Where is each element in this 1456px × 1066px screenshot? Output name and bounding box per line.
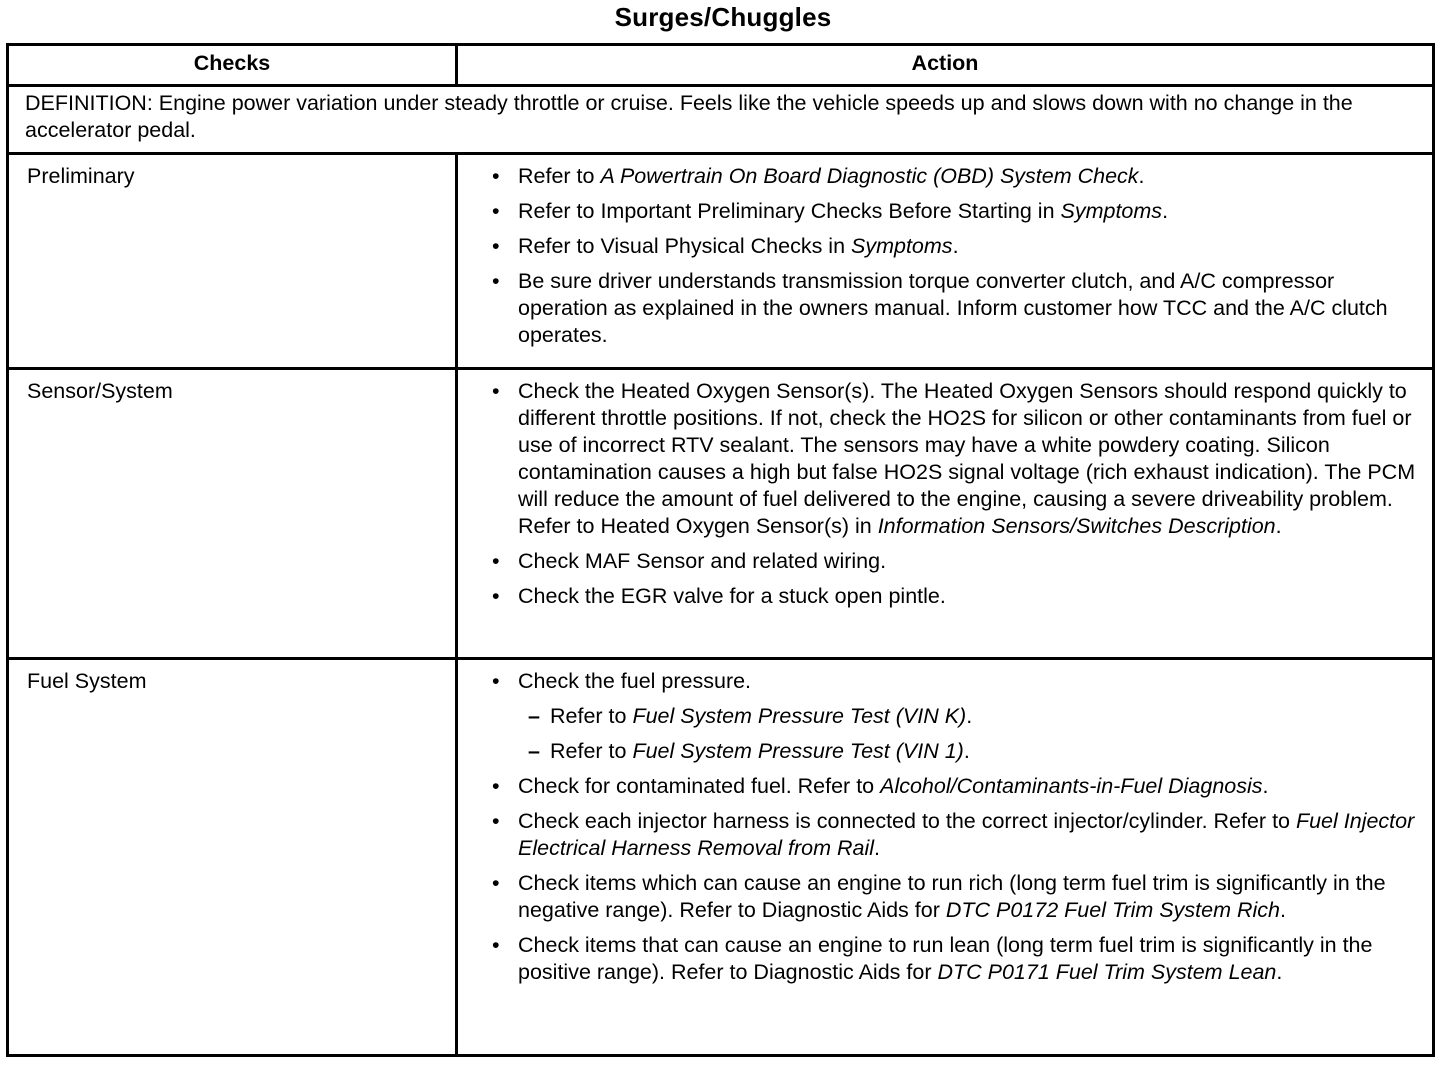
list-item: • Check the Heated Oxygen Sensor(s). The Heated Oxygen Sensors should respond quickly to different throttle positions. If not, check the HO2S for silicon or other contaminants from fuel or use of incorrect RTV sealant. The sensors may have a white powdery coating. Silicon contamination causes a high but false HO2S signal voltage (rich exhaust indication). The PCM will reduce the amount of fuel delivered to the engine, causing a severe driveability problem. Refer to Heated Oxygen Sensor(s) in Information Sensors/Switches Description. <box>492 378 1422 540</box>
list-item: • Check the EGR valve for a stuck open pintle. <box>492 583 1422 610</box>
sub-list-item: – Refer to Fuel System Pressure Test (VIN K). <box>518 703 1422 730</box>
sub-list-item: – Refer to Fuel System Pressure Test (VIN 1). <box>518 738 1422 765</box>
list-item: • Check each injector harness is connected to the correct injector/cylinder. Refer to Fuel Injector Electrical Harness Removal from Rail. <box>492 808 1422 862</box>
diagnostic-table <box>6 43 1435 1057</box>
definition-row <box>8 86 1434 154</box>
table-row <box>8 369 1434 659</box>
list-item: • Refer to A Powertrain On Board Diagnostic (OBD) System Check. <box>492 163 1422 190</box>
table-row <box>8 659 1434 1056</box>
list-item: • Check MAF Sensor and related wiring. <box>492 548 1422 575</box>
list-item: • Refer to Visual Physical Checks in Symptoms. <box>492 233 1422 260</box>
action-cell <box>457 369 1434 659</box>
list-item: • Be sure driver understands transmission torque converter clutch, and A/C compressor operation as explained in the owners manual. Inform customer how TCC and the A/C clutch operates. <box>492 268 1422 349</box>
action-header: Action <box>457 45 1434 86</box>
list-item: • Refer to Important Preliminary Checks Before Starting in Symptoms. <box>492 198 1422 225</box>
checks-header: Checks <box>8 45 457 86</box>
list-item: • Check items which can cause an engine to run rich (long term fuel trim is significantly in the negative range). Refer to Diagnostic Aids for DTC P0172 Fuel Trim System Rich. <box>492 870 1422 924</box>
action-list <box>492 378 1422 610</box>
check-label-preliminary: Preliminary <box>8 154 457 369</box>
check-label-fuel-system: Fuel System <box>8 659 457 1056</box>
action-list <box>492 163 1422 349</box>
action-list <box>492 668 1422 986</box>
list-item: • Check the fuel pressure. – Refer to Fuel System Pressure Test (VIN K). – Refer to Fuel System Pressure Test (VIN 1). <box>492 668 1422 765</box>
list-item: • Check for contaminated fuel. Refer to Alcohol/Contaminants-in-Fuel Diagnosis. <box>492 773 1422 800</box>
sub-list <box>518 703 1422 765</box>
action-cell <box>457 659 1434 1056</box>
check-label-sensor-system: Sensor/System <box>8 369 457 659</box>
table-row <box>8 154 1434 369</box>
definition-text: DEFINITION: Engine power variation under steady throttle or cruise. Feels like the vehicle speeds up and slows down with no change in the accelerator pedal. <box>8 86 1434 154</box>
page-title: Surges/Chuggles <box>614 2 832 32</box>
header-row <box>8 45 1434 86</box>
list-item: • Check items that can cause an engine to run lean (long term fuel trim is significantly in the positive range). Refer to Diagnostic Aids for DTC P0171 Fuel Trim System Lean. <box>492 932 1422 986</box>
action-cell <box>457 154 1434 369</box>
